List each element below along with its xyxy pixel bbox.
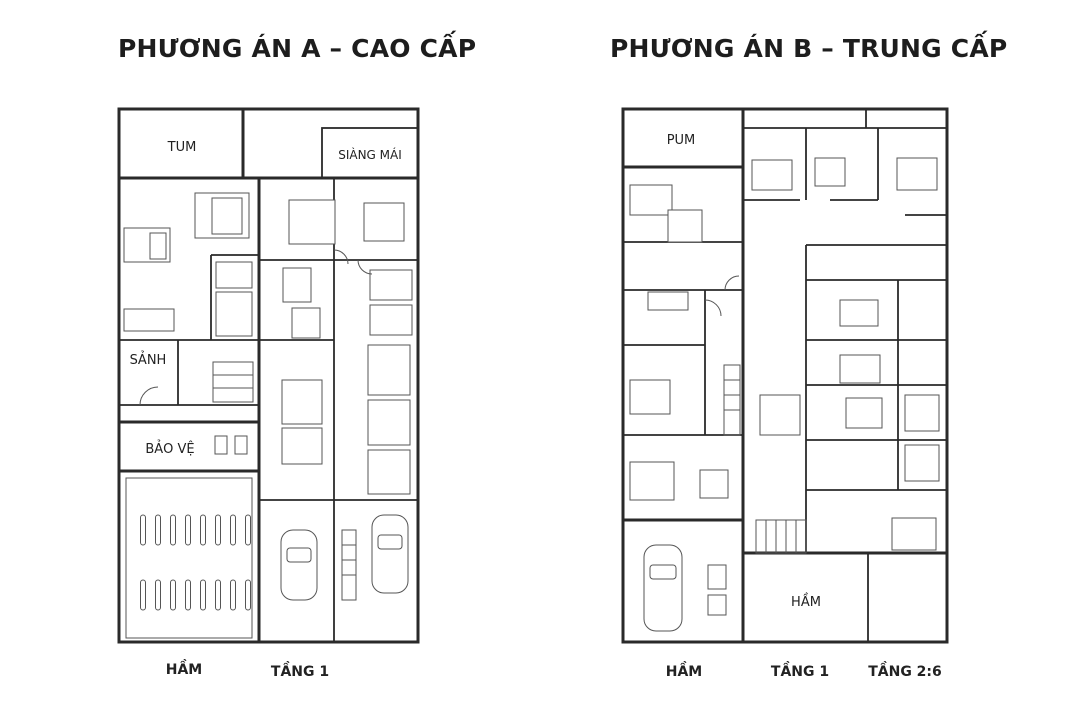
plan-a-car-1 (281, 530, 317, 600)
motorbike-icon (216, 580, 221, 610)
motorbike-icon (156, 515, 161, 545)
plan-a-room-sanh: SẢNH (129, 353, 167, 368)
plan-a-caption-tang1: TẦNG 1 (270, 664, 330, 680)
plan-b-car (644, 545, 682, 631)
motorbike-icon (246, 580, 251, 610)
plan-a-car-2 (372, 515, 408, 593)
motorbike-icon (171, 580, 176, 610)
plan-a-motorbike-icons (141, 515, 251, 610)
plan-a-room-san-mai: SIÀNG MÁI (338, 148, 402, 162)
motorbike-icon (201, 580, 206, 610)
plan-b-caption-ham: HẦM (665, 664, 703, 680)
plan-a-drawing (119, 109, 418, 642)
motorbike-icon (231, 515, 236, 545)
plan-a-room-bao-ve: BẢO VỆ (145, 442, 195, 457)
motorbike-icon (156, 580, 161, 610)
plan-a-motorbike-parking (126, 478, 252, 638)
plan-b-caption-tang26: TẦNG 2:6 (868, 664, 942, 680)
plan-b-title: PHƯƠNG ÁN B – TRUNG CẤP (610, 34, 1008, 63)
plan-b-room-pum: PUM (666, 133, 696, 148)
motorbike-icon (186, 580, 191, 610)
plan-a-title: PHƯƠNG ÁN A – CAO CẤP (118, 34, 477, 63)
plan-a-room-tum: TUM (167, 140, 197, 155)
motorbike-icon (246, 515, 251, 545)
plan-a-caption-ham: HẦM (165, 662, 203, 678)
motorbike-icon (201, 515, 206, 545)
motorbike-icon (141, 515, 146, 545)
motorbike-icon (231, 580, 236, 610)
plan-b-drawing (623, 109, 947, 642)
motorbike-icon (141, 580, 146, 610)
motorbike-icon (171, 515, 176, 545)
plan-b-room-ham: HẦM (791, 595, 821, 610)
plan-b-caption-tang1: TẦNG 1 (770, 664, 830, 680)
motorbike-icon (216, 515, 221, 545)
motorbike-icon (186, 515, 191, 545)
